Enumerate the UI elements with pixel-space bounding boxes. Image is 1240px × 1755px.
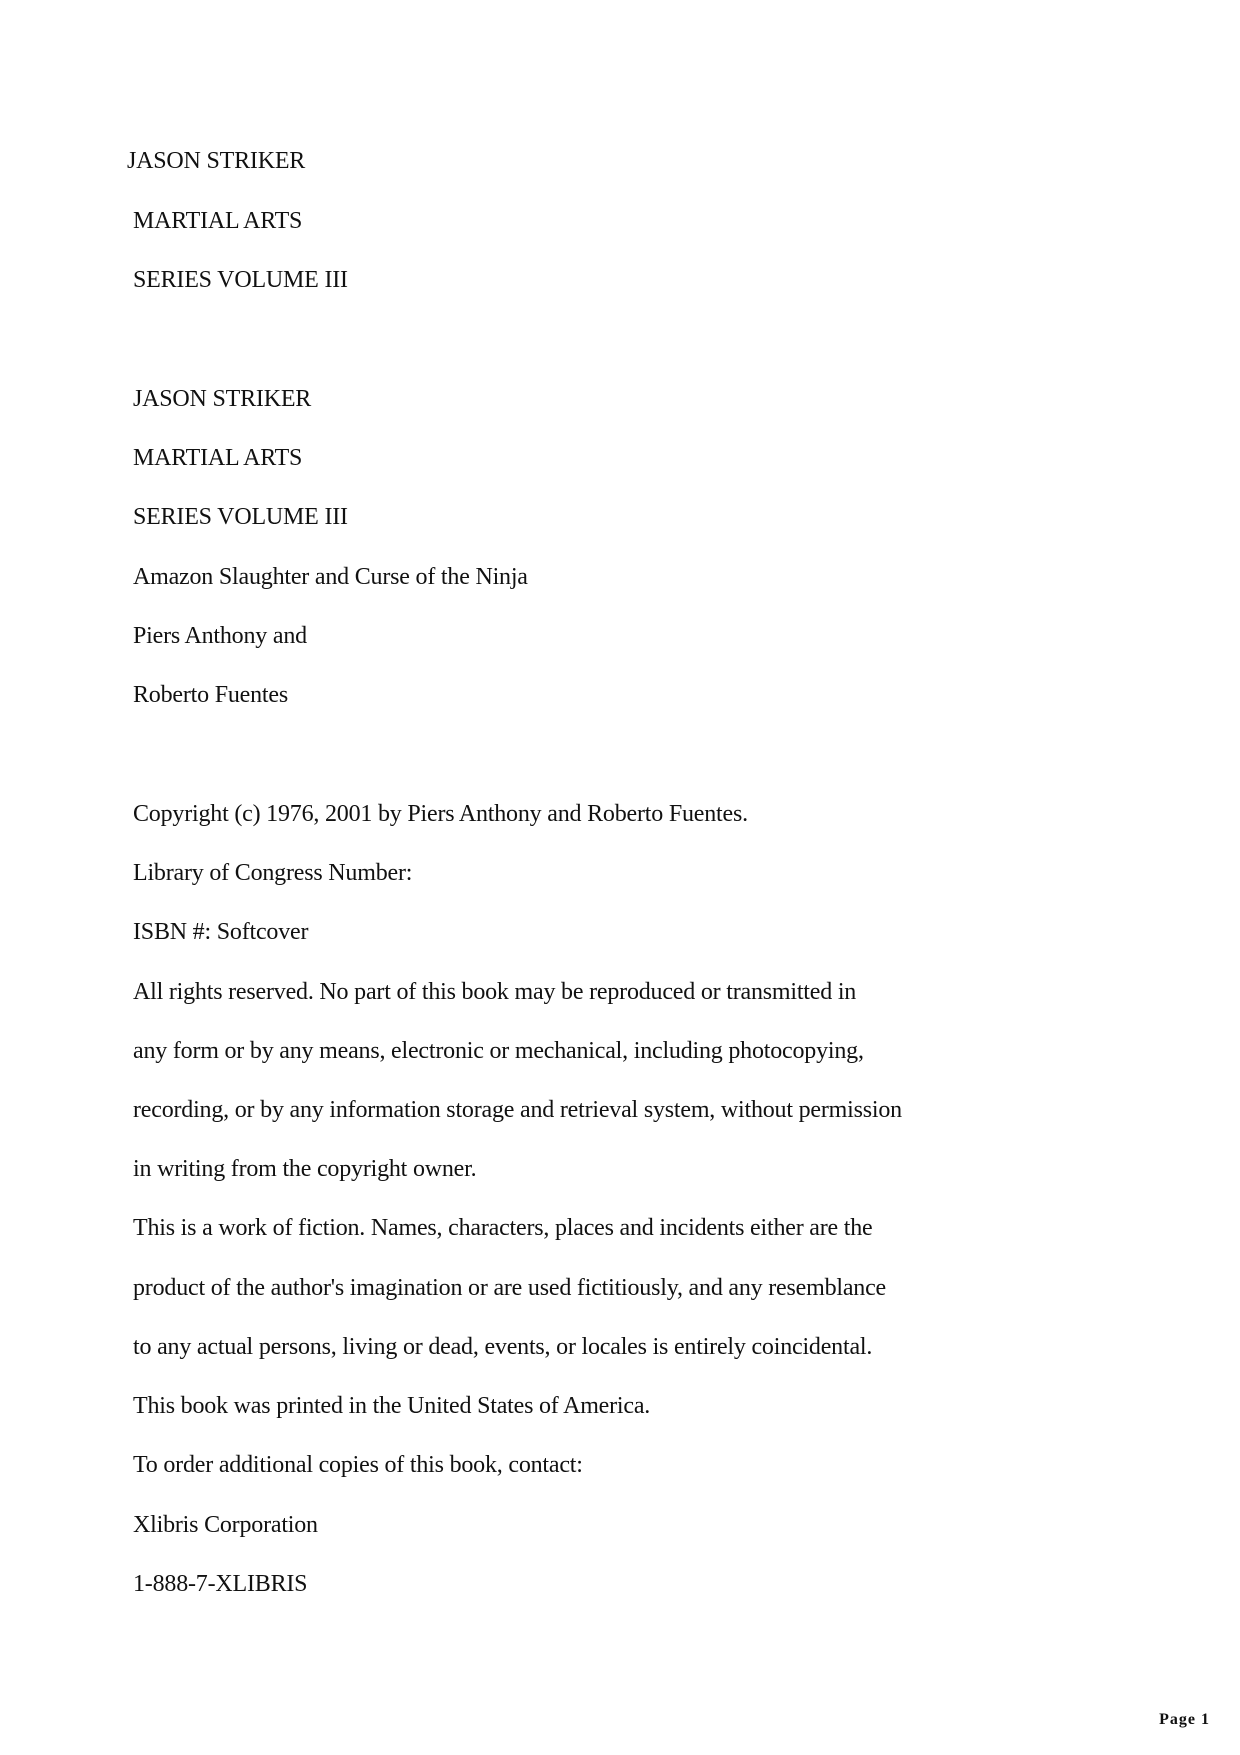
copyright-notice: Copyright (c) 1976, 2001 by Piers Anthony and Roberto Fuentes. <box>133 801 748 827</box>
author-line-1: Piers Anthony and <box>133 623 307 649</box>
rights-line-3: recording, or by any information storage and retrieval system, without permission <box>133 1097 902 1123</box>
order-copies: To order additional copies of this book, contact: <box>133 1452 583 1478</box>
isbn: ISBN #: Softcover <box>133 919 309 945</box>
title-series-genre: MARTIAL ARTS <box>133 445 303 471</box>
publisher-name: Xlibris Corporation <box>133 1512 318 1538</box>
fiction-line-2: product of the author's imagination or are used fictitiously, and any resemblance <box>133 1275 886 1301</box>
page-number: Page 1 <box>1159 1711 1210 1728</box>
header-series-volume: SERIES VOLUME III <box>133 267 348 293</box>
book-title: Amazon Slaughter and Curse of the Ninja <box>133 564 528 590</box>
printed-in: This book was printed in the United States of America. <box>133 1393 651 1419</box>
header-series-name: JASON STRIKER <box>127 148 306 174</box>
fiction-line-1: This is a work of fiction. Names, characters, places and incidents either are the <box>133 1215 873 1241</box>
fiction-line-3: to any actual persons, living or dead, events, or locales is entirely coincidental. <box>133 1334 873 1360</box>
library-of-congress: Library of Congress Number: <box>133 860 413 886</box>
publisher-phone: 1-888-7-XLIBRIS <box>133 1571 308 1597</box>
rights-line-1: All rights reserved. No part of this book may be reproduced or transmitted in <box>133 979 857 1005</box>
header-series-genre: MARTIAL ARTS <box>133 208 303 234</box>
rights-line-2: any form or by any means, electronic or mechanical, including photocopying, <box>133 1038 864 1064</box>
title-series-volume: SERIES VOLUME III <box>133 504 348 530</box>
title-series-name: JASON STRIKER <box>133 386 312 412</box>
rights-line-4: in writing from the copyright owner. <box>133 1156 477 1182</box>
author-line-2: Roberto Fuentes <box>133 682 288 708</box>
